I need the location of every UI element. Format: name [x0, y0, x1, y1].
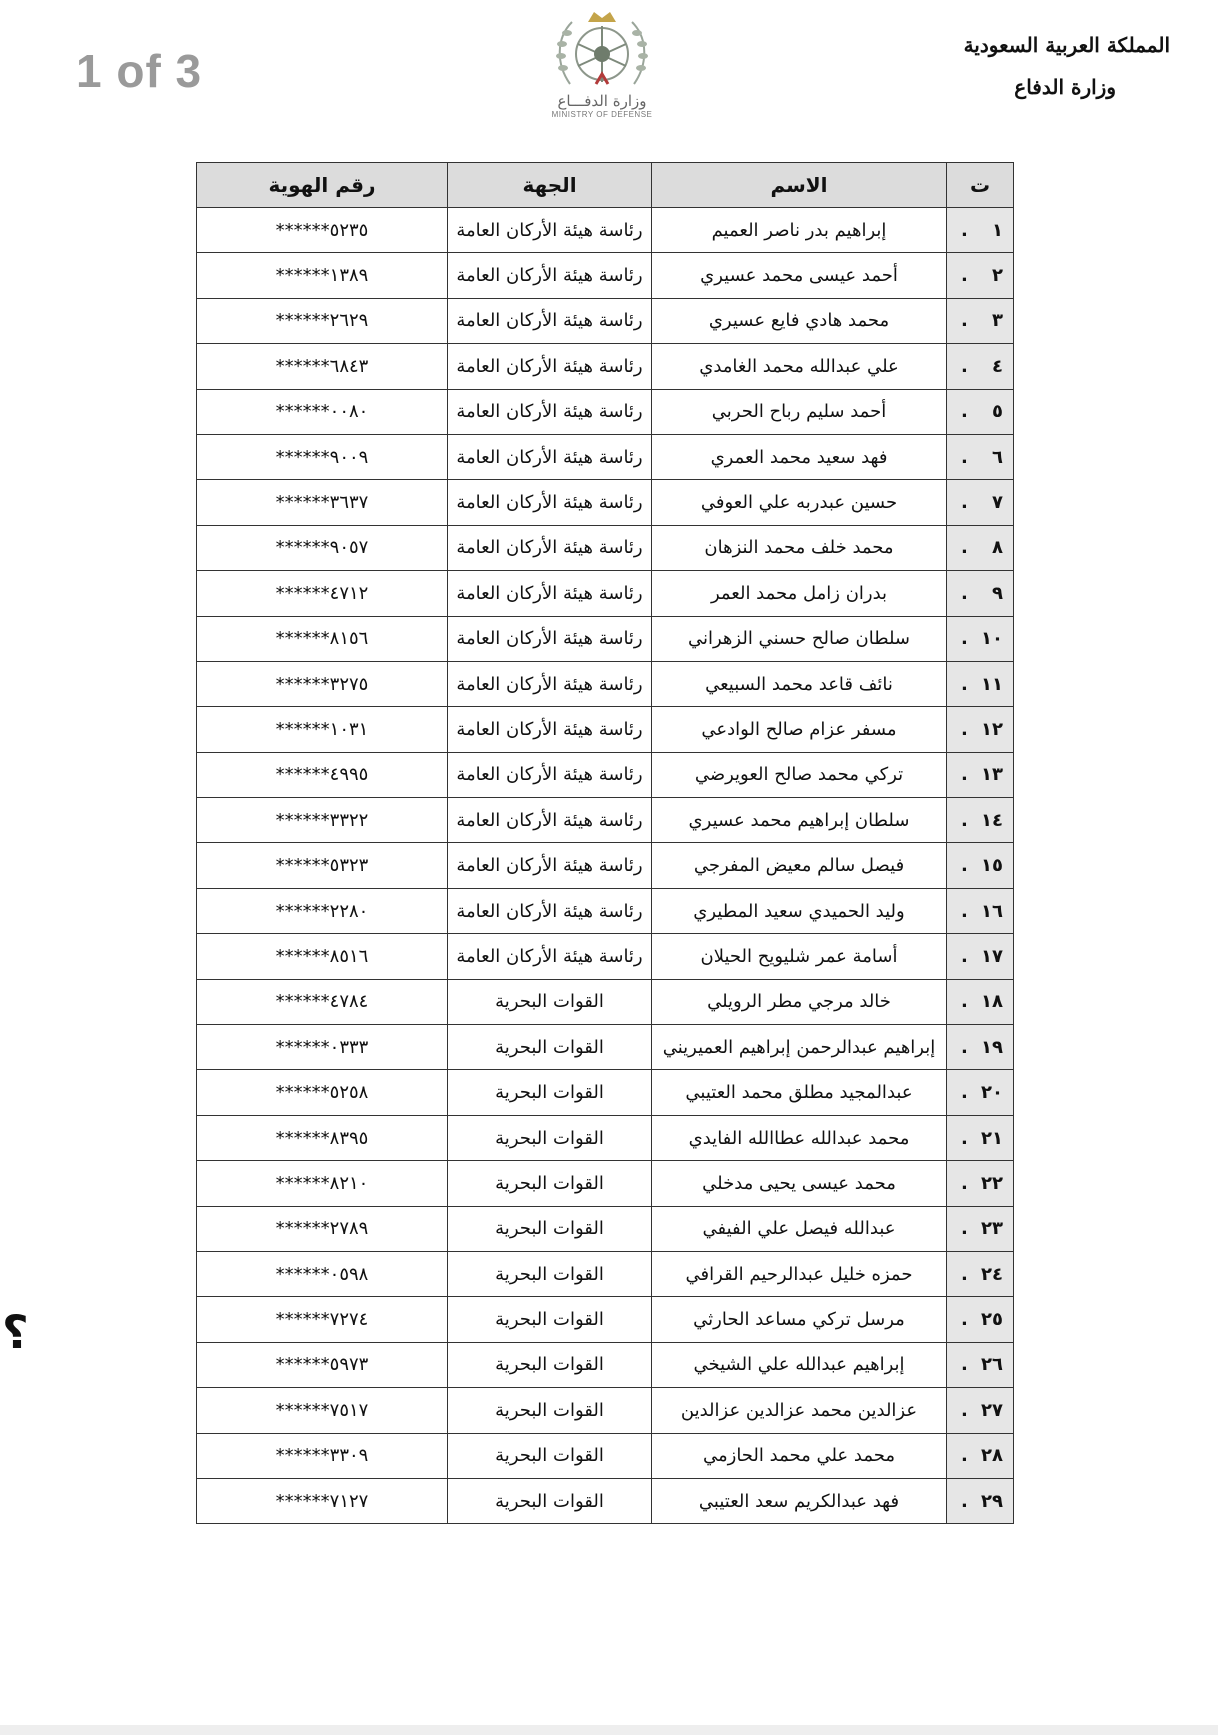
- row-number: ١٦: [981, 900, 1003, 922]
- column-header-name: الاسم: [652, 163, 947, 208]
- table-row: [197, 661, 1014, 706]
- table-row: [197, 389, 1014, 434]
- entity-cell: رئاسة هيئة الأركان العامة: [448, 888, 652, 933]
- entity-cell: رئاسة هيئة الأركان العامة: [448, 616, 652, 661]
- table-row: [197, 1206, 1014, 1251]
- table-row: [197, 616, 1014, 661]
- page-indicator: 1 of 3: [76, 45, 203, 97]
- entity-cell: رئاسة هيئة الأركان العامة: [448, 661, 652, 706]
- entity-cell: رئاسة هيئة الأركان العامة: [448, 752, 652, 797]
- row-number: ٢: [992, 265, 1003, 287]
- row-number-cell: [947, 752, 1014, 797]
- row-number-cell: [947, 1342, 1014, 1387]
- row-number-dot: .: [961, 537, 968, 559]
- row-number: ١٢: [981, 718, 1003, 740]
- row-number-cell: [947, 344, 1014, 389]
- row-number-cell: [947, 1251, 1014, 1296]
- id-cell: ******٨٥١٦: [197, 934, 448, 979]
- row-number-dot: .: [961, 1399, 968, 1421]
- row-number-dot: .: [961, 582, 968, 604]
- table-row: [197, 1070, 1014, 1115]
- name-cell: وليد الحميدي سعيد المطيري: [652, 888, 947, 933]
- id-cell: ******١٠٣١: [197, 707, 448, 752]
- table-row: [197, 1342, 1014, 1387]
- row-number: ٥: [992, 401, 1003, 423]
- name-cell: عزالدين محمد عزالدين عزالدين: [652, 1388, 947, 1433]
- table-body: [197, 208, 1014, 1524]
- row-number-cell: [947, 798, 1014, 843]
- row-number-cell: [947, 1206, 1014, 1251]
- entity-cell: القوات البحرية: [448, 979, 652, 1024]
- name-cell: محمد خلف محمد النزهان: [652, 525, 947, 570]
- row-number: ٣: [992, 310, 1003, 332]
- name-cell: نائف قاعد محمد السبيعي: [652, 661, 947, 706]
- table-row: [197, 480, 1014, 525]
- entity-cell: القوات البحرية: [448, 1251, 652, 1296]
- organization-header: [964, 24, 1170, 108]
- row-number-cell: [947, 208, 1014, 253]
- id-cell: ******٠٠٨٠: [197, 389, 448, 434]
- id-cell: ******٦٨٤٣: [197, 344, 448, 389]
- table-row: [197, 434, 1014, 479]
- entity-cell: رئاسة هيئة الأركان العامة: [448, 208, 652, 253]
- row-number-dot: .: [961, 1218, 968, 1240]
- entity-cell: رئاسة هيئة الأركان العامة: [448, 298, 652, 343]
- name-cell: أحمد سليم رباح الحربي: [652, 389, 947, 434]
- id-cell: ******٨٣٩٥: [197, 1115, 448, 1160]
- name-cell: عبدالله فيصل علي الفيفي: [652, 1206, 947, 1251]
- row-number: ١: [992, 219, 1003, 241]
- id-cell: ******٢٢٨٠: [197, 888, 448, 933]
- entity-cell: القوات البحرية: [448, 1206, 652, 1251]
- table-row: [197, 934, 1014, 979]
- id-cell: ******٤٩٩٥: [197, 752, 448, 797]
- table-row: [197, 752, 1014, 797]
- row-number-cell: [947, 434, 1014, 479]
- entity-cell: القوات البحرية: [448, 1115, 652, 1160]
- name-cell: أسامة عمر شليويح الحيلان: [652, 934, 947, 979]
- table-row: [197, 525, 1014, 570]
- row-number-cell: [947, 253, 1014, 298]
- table-row: [197, 888, 1014, 933]
- table-row: [197, 1433, 1014, 1478]
- row-number-dot: .: [961, 764, 968, 786]
- row-number-dot: .: [961, 945, 968, 967]
- name-cell: حمزه خليل عبدالرحيم القرافي: [652, 1251, 947, 1296]
- table-row: [197, 1478, 1014, 1523]
- name-cell: إبراهيم بدر ناصر العميم: [652, 208, 947, 253]
- table-row: [197, 798, 1014, 843]
- row-number-cell: [947, 1025, 1014, 1070]
- row-number-cell: [947, 571, 1014, 616]
- name-cell: محمد عيسى يحيى مدخلي: [652, 1161, 947, 1206]
- entity-cell: القوات البحرية: [448, 1388, 652, 1433]
- column-header-entity: الجهة: [448, 163, 652, 208]
- row-number: ٩: [992, 582, 1003, 604]
- id-cell: ******٢٦٢٩: [197, 298, 448, 343]
- row-number: ٧: [992, 492, 1003, 514]
- row-number-cell: [947, 1115, 1014, 1160]
- row-number: ١٧: [981, 945, 1003, 967]
- row-number: ٢٠: [981, 1082, 1003, 1104]
- row-number-cell: [947, 979, 1014, 1024]
- row-number: ١٤: [981, 809, 1003, 831]
- margin-handwritten-mark: ؟: [2, 1305, 29, 1359]
- name-cell: فهد عبدالكريم سعد العتيبي: [652, 1478, 947, 1523]
- table-row: [197, 253, 1014, 298]
- row-number-cell: [947, 389, 1014, 434]
- name-cell: تركي محمد صالح العويرضي: [652, 752, 947, 797]
- row-number-cell: [947, 843, 1014, 888]
- row-number-dot: .: [961, 1309, 968, 1331]
- row-number: ٢٢: [981, 1172, 1003, 1194]
- row-number: ٢٧: [981, 1399, 1003, 1421]
- name-cell: أحمد عيسى محمد عسيري: [652, 253, 947, 298]
- row-number-dot: .: [961, 718, 968, 740]
- id-cell: ******٥٢٥٨: [197, 1070, 448, 1115]
- row-number-cell: [947, 1478, 1014, 1523]
- id-cell: ******٣٦٣٧: [197, 480, 448, 525]
- entity-cell: القوات البحرية: [448, 1478, 652, 1523]
- row-number: ٢٩: [981, 1490, 1003, 1512]
- table-header-row: [197, 163, 1014, 208]
- entity-cell: رئاسة هيئة الأركان العامة: [448, 344, 652, 389]
- row-number-dot: .: [961, 1172, 968, 1194]
- entity-cell: رئاسة هيئة الأركان العامة: [448, 798, 652, 843]
- row-number: ٦: [992, 446, 1003, 468]
- row-number-cell: [947, 616, 1014, 661]
- entity-cell: رئاسة هيئة الأركان العامة: [448, 571, 652, 616]
- row-number-dot: .: [961, 855, 968, 877]
- id-cell: ******٢٧٨٩: [197, 1206, 448, 1251]
- id-cell: ******٩٠٥٧: [197, 525, 448, 570]
- entity-cell: رئاسة هيئة الأركان العامة: [448, 389, 652, 434]
- row-number: ٢٦: [981, 1354, 1003, 1376]
- entity-cell: القوات البحرية: [448, 1161, 652, 1206]
- row-number-dot: .: [961, 809, 968, 831]
- name-cell: خالد مرجي مطر الرويلي: [652, 979, 947, 1024]
- row-number: ١٥: [981, 855, 1003, 877]
- country-name: المملكة العربية السعودية: [963, 33, 1170, 57]
- row-number: ٢٣: [981, 1218, 1003, 1240]
- name-cell: فيصل سالم معيض المفرجي: [652, 843, 947, 888]
- id-cell: ******٧٢٧٤: [197, 1297, 448, 1342]
- row-number-dot: .: [961, 446, 968, 468]
- row-number-dot: .: [961, 1263, 968, 1285]
- row-number-dot: .: [961, 900, 968, 922]
- table-row: [197, 843, 1014, 888]
- table-row: [197, 707, 1014, 752]
- entity-cell: رئاسة هيئة الأركان العامة: [448, 843, 652, 888]
- table-row: [197, 208, 1014, 253]
- name-cell: محمد عبدالله عطاالله الفايدي: [652, 1115, 947, 1160]
- name-cell: إبراهيم عبدالله علي الشيخي: [652, 1342, 947, 1387]
- name-cell: عبدالمجيد مطلق محمد العتيبي: [652, 1070, 947, 1115]
- name-cell: مرسل تركي مساعد الحارثي: [652, 1297, 947, 1342]
- row-number-dot: .: [961, 673, 968, 695]
- ministry-name: وزارة الدفاع: [1014, 75, 1116, 99]
- row-number-cell: [947, 888, 1014, 933]
- row-number-dot: .: [961, 401, 968, 423]
- row-number-dot: .: [961, 1127, 968, 1149]
- table-row: [197, 979, 1014, 1024]
- row-number-cell: [947, 1388, 1014, 1433]
- id-cell: ******٤٧٨٤: [197, 979, 448, 1024]
- row-number-dot: .: [961, 1354, 968, 1376]
- id-cell: ******٥٢٣٥: [197, 208, 448, 253]
- row-number: ١٣: [981, 764, 1003, 786]
- entity-cell: رئاسة هيئة الأركان العامة: [448, 525, 652, 570]
- entity-cell: رئاسة هيئة الأركان العامة: [448, 480, 652, 525]
- name-cell: إبراهيم عبدالرحمن إبراهيم العميريني: [652, 1025, 947, 1070]
- id-cell: ******٣٢٧٥: [197, 661, 448, 706]
- row-number-dot: .: [961, 355, 968, 377]
- id-cell: ******٤٧١٢: [197, 571, 448, 616]
- entity-cell: القوات البحرية: [448, 1070, 652, 1115]
- column-header-id: رقم الهوية: [197, 163, 448, 208]
- row-number: ١٨: [981, 991, 1003, 1013]
- viewer-bottom-edge: [0, 1725, 1218, 1735]
- id-cell: ******١٣٨٩: [197, 253, 448, 298]
- id-cell: ******٠٣٣٣: [197, 1025, 448, 1070]
- row-number: ٢٤: [981, 1263, 1003, 1285]
- table-row: [197, 1388, 1014, 1433]
- table-row: [197, 1115, 1014, 1160]
- row-number-cell: [947, 934, 1014, 979]
- table-row: [197, 1251, 1014, 1296]
- row-number: ١١: [981, 673, 1003, 695]
- entity-cell: القوات البحرية: [448, 1297, 652, 1342]
- table-row: [197, 571, 1014, 616]
- name-cell: علي عبدالله محمد الغامدي: [652, 344, 947, 389]
- row-number-dot: .: [961, 265, 968, 287]
- row-number-cell: [947, 298, 1014, 343]
- table-row: [197, 1297, 1014, 1342]
- name-cell: محمد هادي فايع عسيري: [652, 298, 947, 343]
- row-number: ٢٨: [981, 1445, 1003, 1467]
- id-cell: ******٨٢١٠: [197, 1161, 448, 1206]
- row-number: ٨: [992, 537, 1003, 559]
- row-number-dot: .: [961, 1445, 968, 1467]
- row-number-cell: [947, 1433, 1014, 1478]
- emblem-icon: [548, 4, 656, 96]
- row-number-dot: .: [961, 628, 968, 650]
- row-number-dot: .: [961, 991, 968, 1013]
- row-number-dot: .: [961, 1036, 968, 1058]
- row-number-dot: .: [961, 219, 968, 241]
- id-cell: ******٠٥٩٨: [197, 1251, 448, 1296]
- table-row: [197, 344, 1014, 389]
- row-number: ٢١: [981, 1127, 1003, 1149]
- name-cell: محمد علي محمد الحازمي: [652, 1433, 947, 1478]
- row-number-cell: [947, 1297, 1014, 1342]
- name-cell: سلطان صالح حسني الزهراني: [652, 616, 947, 661]
- row-number-cell: [947, 1070, 1014, 1115]
- name-cell: سلطان إبراهيم محمد عسيري: [652, 798, 947, 843]
- id-cell: ******٧١٢٧: [197, 1478, 448, 1523]
- entity-cell: القوات البحرية: [448, 1433, 652, 1478]
- entity-cell: القوات البحرية: [448, 1025, 652, 1070]
- table-row: [197, 298, 1014, 343]
- row-number-cell: [947, 661, 1014, 706]
- name-cell: حسين عبدربه علي العوفي: [652, 480, 947, 525]
- name-cell: فهد سعيد محمد العمري: [652, 434, 947, 479]
- id-cell: ******٥٩٧٣: [197, 1342, 448, 1387]
- row-number-dot: .: [961, 310, 968, 332]
- row-number-dot: .: [961, 1082, 968, 1104]
- emblem-english-caption: MINISTRY OF DEFENSE: [551, 110, 653, 119]
- id-cell: ******٩٠٠٩: [197, 434, 448, 479]
- table-row: [197, 1161, 1014, 1206]
- entity-cell: القوات البحرية: [448, 1342, 652, 1387]
- id-cell: ******٧٥١٧: [197, 1388, 448, 1433]
- row-number-cell: [947, 1161, 1014, 1206]
- ministry-emblem: [540, 4, 664, 130]
- row-number-dot: .: [961, 1490, 968, 1512]
- entity-cell: رئاسة هيئة الأركان العامة: [448, 934, 652, 979]
- row-number: ٢٥: [981, 1309, 1003, 1331]
- row-number: ١٠: [981, 628, 1003, 650]
- name-cell: مسفر عزام صالح الوادعي: [652, 707, 947, 752]
- row-number-dot: .: [961, 492, 968, 514]
- row-number-cell: [947, 480, 1014, 525]
- table-row: [197, 1025, 1014, 1070]
- row-number: ٤: [992, 355, 1003, 377]
- column-header-num: ت: [947, 163, 1014, 208]
- entity-cell: رئاسة هيئة الأركان العامة: [448, 434, 652, 479]
- id-cell: ******٣٣٢٢: [197, 798, 448, 843]
- id-cell: ******٣٣٠٩: [197, 1433, 448, 1478]
- row-number-cell: [947, 525, 1014, 570]
- row-number: ١٩: [981, 1036, 1003, 1058]
- id-cell: ******٨١٥٦: [197, 616, 448, 661]
- entity-cell: رئاسة هيئة الأركان العامة: [448, 253, 652, 298]
- name-cell: بدران زامل محمد العمر: [652, 571, 947, 616]
- row-number-cell: [947, 707, 1014, 752]
- emblem-arabic-caption: وزارة الدفـــاع: [557, 92, 647, 110]
- personnel-table: [196, 162, 1014, 1524]
- id-cell: ******٥٣٢٣: [197, 843, 448, 888]
- entity-cell: رئاسة هيئة الأركان العامة: [448, 707, 652, 752]
